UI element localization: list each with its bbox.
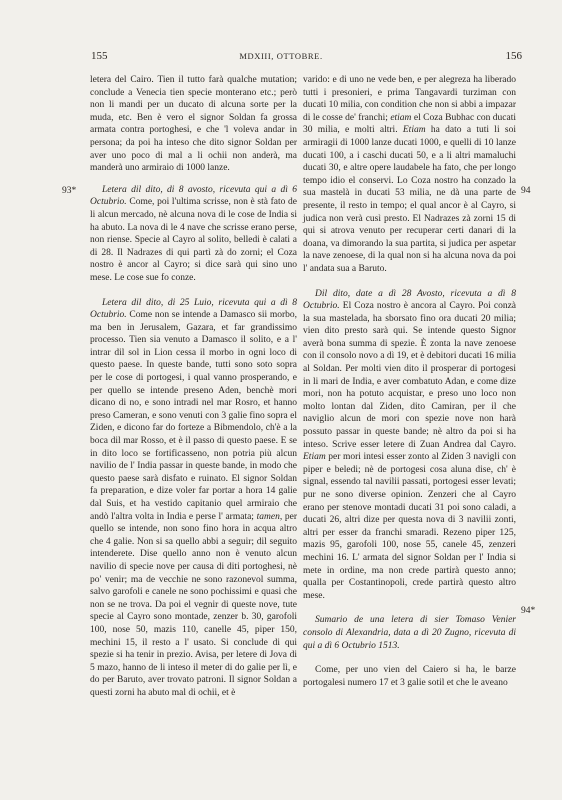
paragraph <box>303 301 516 601</box>
paragraph-text: Come non se intende a Damasco sii morbo, ma ben in Jerusalem, Gazara, et far grandissimo processo. Tien sia venuto a Damasco il solito, e a l' intrar dil sol in Lion cessa il morbo in ogni loco di questo paese. In queste bande, tutti sono soto sopra per le cose di portogesi, i qual vanno prosperando, e per quello se intende preseno Aden, benchè mori dicano di no, e sono intradi nel mar Rosro, et hanno preso Cameran, e sono venuti con 3 galie fino sopra el Ziden, e dicono far do forteze a Bibmendolo, ch'è a la boca dil mar Rosso, et è il passo di questo paese. E se in dito loco se fortificasseno, non potria più alcun navilio de l' India passar in queste bande, in modo che questo paese sarà disfato e ruinato. El signor Soldan fa preparation, e dize voler far portar a hora 14 galie dal Suis, et ha vestido capitanio quel armiraio che andò l'altra volta in India e perse l' armata; <box>90 310 298 522</box>
margin-note-93: 93* <box>62 186 77 196</box>
right-column <box>303 74 516 689</box>
paragraph-text: el Coza Bubhac con ducati 30 milia, e molti altri. <box>303 112 517 136</box>
letter-heading-28-avosto <box>303 288 516 603</box>
page-number-right: 156 <box>505 50 522 62</box>
summary-heading-venier: Sumario de una letera di sier Tomaso Venier consolo di Alexandria, data a dì 20 Zugno, ricevuta di qui a dì 6 Octubrio 1513. <box>303 615 516 651</box>
page-header <box>0 50 562 66</box>
margin-note-94-star: 94* <box>521 606 536 616</box>
letter-heading-25-luio <box>90 297 297 700</box>
page-number-left: 155 <box>91 50 108 62</box>
left-column <box>90 74 297 700</box>
letter-heading-title: Letera dil dito, di 8 avosto, ricevuta qui a dì 6 Octubrio. <box>90 184 297 208</box>
paragraph-text: ha dato a tuti li soi armiragii di 1000 lanze ducati 1000, e quelli di 10 lanze ducati 100, a i caschi ducati 50, e a li altri mamaluchi ducati 30, e altre opere laudabele ha fato, che per longo tempo idio el conservi. Lo Coza nostro ha conzado la sua mastelà in ducati 53 milia, ne dà una parte de presente, il resto in tempo; el qual ancor è al Cayro, si judica non verà cusì presto. El Nadrazes zà zorni 15 di qui si atrova venuto per recuperar certi danari di la doana, va dimorando la sua partita, si judica per aspetar la nave zenoese, di la qual non si ha alcuna nova da poi l' andata sua a Baruto. <box>303 125 516 274</box>
letter-heading-title: Dil dito, date a dì 28 Avosto, ricevuta a dì 8 Octubrio. <box>303 288 516 312</box>
paragraph-text: , per quello se intende, non sono fino hora in acqua altro che 4 galie. Non si sa quello abbi a seguir; dil seguito intenderete. Dise quello anno non è venuto alcun navilio di specie nove per causa di diti portoghesi, nè po' venir; ma de vecchie ne sono razonevol summa, salvo garofoli e canele ne sono pochissimi e quasi che non se ne trova. Da poi el vegnir di queste nove, tute specie al Cayro sono montade, zenzer b. 30, garofoli 100, nose 50, mazis 110, canelle 45, piper 150, mechini 15, il resto a l' usato. Si conclude di qui spezie si ha tenir in prezio. Avisa, per letere di Jova di 5 mazo, hanno de li inteso il meter di do galie per lì, e do per Baruto, aver trovato patroni. Il signor Soldan a questi zorni ha abuto mal di ochii, et è <box>90 511 297 698</box>
margin-note-94: 94 <box>521 186 531 196</box>
paragraph: letera del Cairo. Tien il tutto farà qualche mutation; conclude a Venecia tien specie monterano etc.; però non li mandi per un ducato di alcuna sorte per la muda, etc. Ben è vero el signor Soldan fa grossa armata contra portoghesi, e che 'l voleva andar in persona; da poi ha inteso che dito signor Soldan per aver uno poco di mal a li ochii non anderà, ma manderà uno armiraio di 1000 lanze. <box>90 75 297 174</box>
paragraph <box>90 310 297 698</box>
paragraph: Come, poi l'ultima scrisse, non è stà fato de li alcun mercado, nè alcuna nova di le cose de India si ha abuto. La nova di le 4 nave che scrisse erano perse, non riense. Specie al Cayro al solito, belledi è calati a di 28. Il Nadrazes di qui partì zà do zorni; el Coza nostro è ancor al Cayro; si dice sarà qui sino uno mese. Le cose sue fo conze. <box>90 197 297 283</box>
letter-heading-title: Letera dil dito, di 25 Luio, ricevuta qui a dì 8 Octubrio. <box>90 297 297 321</box>
italic-word: etiam <box>390 112 412 123</box>
paragraph-text: per mori intesi esser zonto al Ziden 3 navigli con piper e beledi; nè de portogesi cosa aluna dise, ch' è signal, essendo tal navilii passati, portogesi esser levati; pur ne sono diverse opinion. Zenzeri che al Cayro erano per stenove montadi ducati 31 poi sono caladi, a ducati 26, altri dize per questa nova di 3 navilii zonti, altri per esser da franchi smaradi. Rezeno piper 125, mazis 95, garofoli 100, nose 55, canele 45, zenzeri mechini 16. L' armata del signor Soldan per l' India si mete in ordine, ma non crede partirà questo anno; qualla per Costantinopoli, crede partirà questo altro mese. <box>303 452 516 601</box>
paragraph-text: El Coza nostro è ancora al Cayro. Poi conzà la sua mastelada, ha sborsato fino ora ducati 20 milia; vien dito presto sarà qui. Se intende questo Signor averà bona summa di spezie. È zonta la nave zenoese con il consolo novo a dì 19, et è debitori ducati 16 milia al Soldan. Per molti vien dito il prosperar di portogesi in li mari de India, e aver combatuto Adan, e come dize mori, non ha potuto acquistar, e preso uno loco non molto lontan dal Ziden, dito Camiran, per il che naviglio alcun de mori con spezie nove non harà possuto passar in queste bande; nè altro da poi si ha inteso. Scrive esser letere di Zuan Andrea dal Cayro. <box>303 301 516 450</box>
running-title: MDXIII, OTTOBRE. <box>239 51 323 61</box>
paragraph-text: varido: e di uno ne vede ben, e per alegreza ha liberado tutti i presonieri, e prima Tangavardi turziman con ducati 10 milia, con condition che non si abbi a impazar di le cosse de' franchi; <box>303 75 516 123</box>
paragraph <box>303 74 516 276</box>
italic-word: tamen <box>256 511 280 522</box>
paragraph: Come, per uno vien del Caiero si ha, le barze portogalesi numero 17 et 3 galie sotil et che le aveano <box>303 665 516 688</box>
letter-heading-8-avosto <box>90 184 297 285</box>
italic-word: Etiam <box>402 125 426 136</box>
italic-word: Etiam <box>303 452 326 463</box>
